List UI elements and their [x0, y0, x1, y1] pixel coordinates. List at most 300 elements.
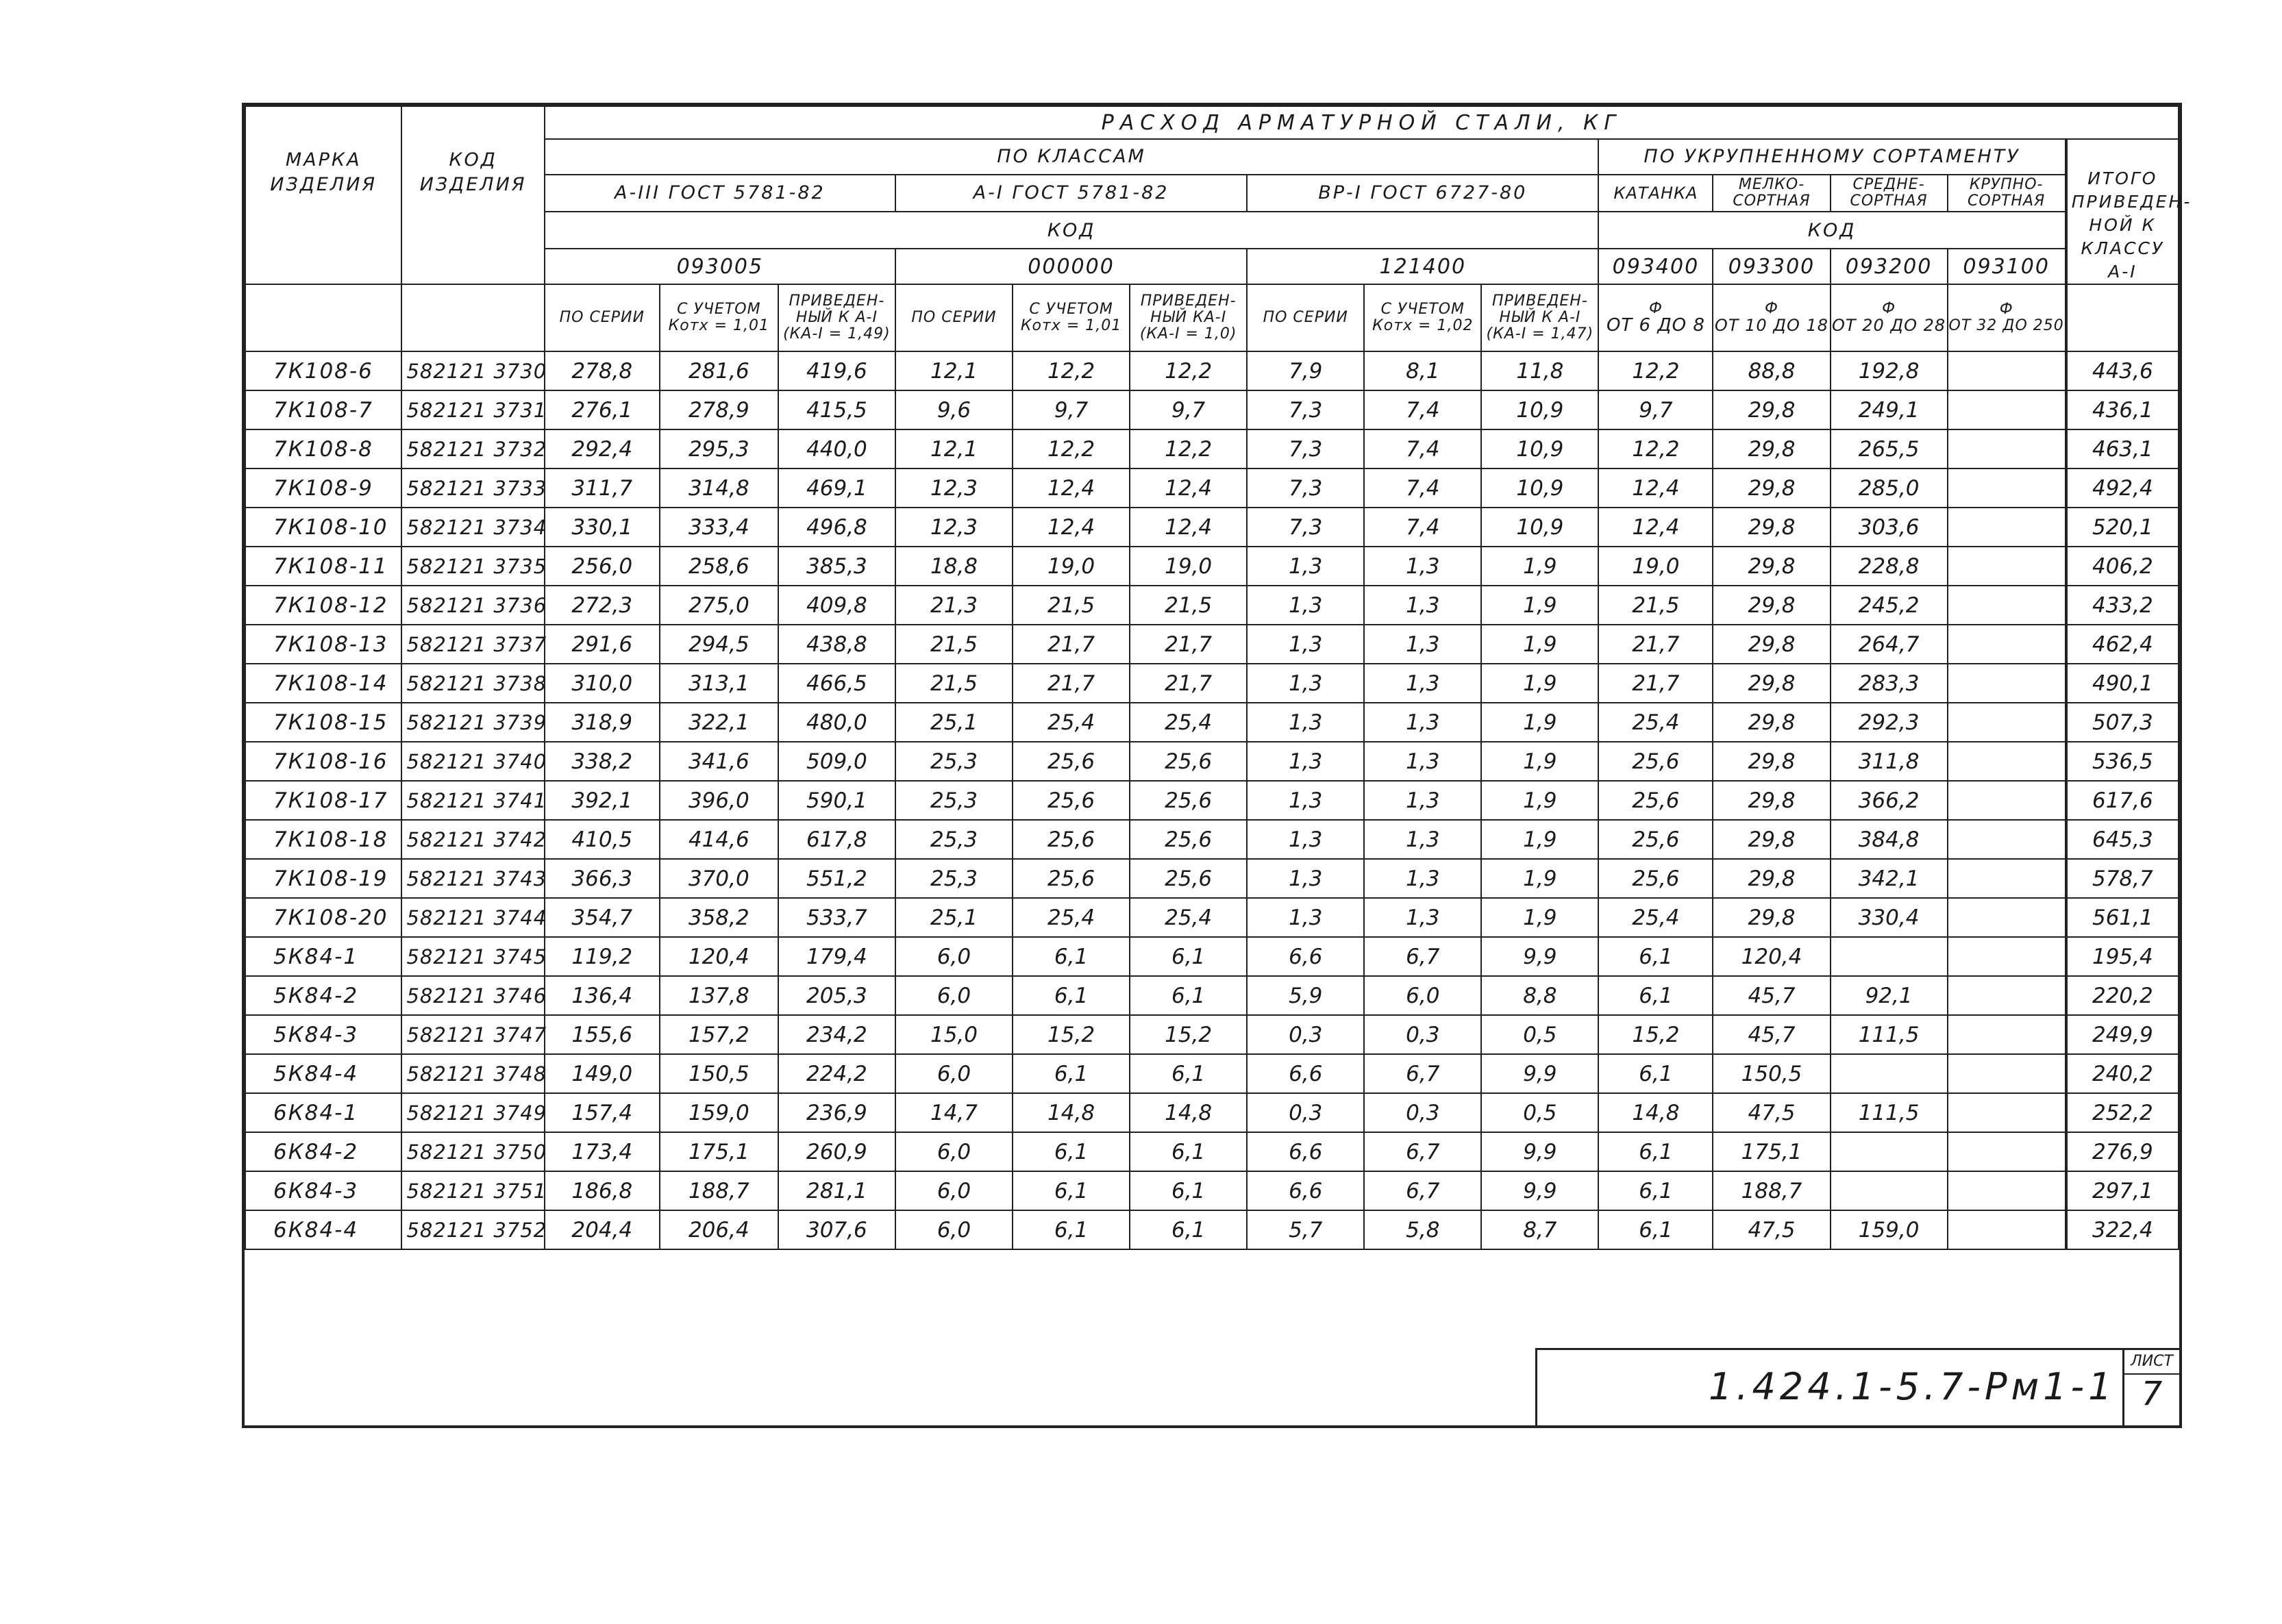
cell-vr-priv: 9,9: [1481, 937, 1598, 976]
cell-a3-priv: 590,1: [778, 781, 895, 820]
cell-katanka: 6,1: [1598, 1132, 1713, 1171]
cell-vr-priv: 10,9: [1481, 390, 1598, 429]
cell-katanka: 21,5: [1598, 586, 1713, 625]
cell-a3-priv: 409,8: [778, 586, 895, 625]
cell-vr-uchetom: 0,3: [1364, 1093, 1481, 1132]
cell-krupno: [1948, 1171, 2066, 1210]
cell-a3-uchetom: 258,6: [660, 547, 778, 586]
cell-itogo: 436,1: [2066, 390, 2179, 429]
cell-marka: 6К84-2: [245, 1132, 401, 1171]
table-row: [245, 469, 2179, 508]
cell-melko: 29,8: [1713, 625, 1830, 664]
cell-vr-serii: 6,6: [1247, 1132, 1364, 1171]
cell-vr-serii: 5,7: [1247, 1210, 1364, 1249]
cell-a1-priv: 25,4: [1130, 703, 1247, 742]
cell-vr-uchetom: 7,4: [1364, 469, 1481, 508]
table-row: [245, 586, 2179, 625]
cell-sredne: 292,3: [1831, 703, 1948, 742]
cell-a3-uchetom: 157,2: [660, 1015, 778, 1054]
cell-krupno: [1948, 469, 2066, 508]
cell-a1-serii: 6,0: [895, 976, 1013, 1015]
cell-vr-serii: 1,3: [1247, 625, 1364, 664]
cell-vr-uchetom: 6,7: [1364, 1132, 1481, 1171]
cell-melko: 150,5: [1713, 1054, 1830, 1093]
table-row: [245, 351, 2179, 390]
cell-melko: 29,8: [1713, 898, 1830, 937]
cell-a3-priv: 496,8: [778, 508, 895, 547]
cell-a1-uchetom: 25,4: [1013, 703, 1130, 742]
cell-itogo: 406,2: [2066, 547, 2179, 586]
cell-krupno: [1948, 1015, 2066, 1054]
cell-a3-serii: 256,0: [545, 547, 660, 586]
cell-sredne: 192,8: [1831, 351, 1948, 390]
table-row: [245, 937, 2179, 976]
cell-a1-uchetom: 25,4: [1013, 898, 1130, 937]
cell-sredne: 159,0: [1831, 1210, 1948, 1249]
cell-vr-serii: 1,3: [1247, 859, 1364, 898]
cell-a3-priv: 509,0: [778, 742, 895, 781]
cell-a1-serii: 21,3: [895, 586, 1013, 625]
range-text: ОТ 32 ДО 250: [1948, 317, 2064, 334]
cell-melko: 29,8: [1713, 820, 1830, 859]
kod-header-sortament: КОД: [1598, 212, 2066, 249]
cell-itogo: 492,4: [2066, 469, 2179, 508]
cell-kod: 582121 3747: [401, 1015, 544, 1054]
cell-a1-priv: 6,1: [1130, 1210, 1247, 1249]
cell-a3-serii: 272,3: [545, 586, 660, 625]
cell-vr-priv: 0,5: [1481, 1093, 1598, 1132]
cell-a3-serii: 354,7: [545, 898, 660, 937]
cell-a1-uchetom: 12,2: [1013, 429, 1130, 469]
cell-katanka: 21,7: [1598, 625, 1713, 664]
cell-a3-priv: 440,0: [778, 429, 895, 469]
cell-a1-uchetom: 6,1: [1013, 1210, 1130, 1249]
cell-vr-priv: 8,7: [1481, 1210, 1598, 1249]
cell-katanka: 6,1: [1598, 1054, 1713, 1093]
cell-krupno: [1948, 859, 2066, 898]
cell-kod: 582121 3750: [401, 1132, 544, 1171]
cell-itogo: 443,6: [2066, 351, 2179, 390]
cell-a1-uchetom: 25,6: [1013, 859, 1130, 898]
cell-vr-serii: 6,6: [1247, 937, 1364, 976]
cell-krupno: [1948, 351, 2066, 390]
cell-a3-serii: 318,9: [545, 703, 660, 742]
cell-katanka: 14,8: [1598, 1093, 1713, 1132]
cell-vr-serii: 7,9: [1247, 351, 1364, 390]
cell-a3-serii: 155,6: [545, 1015, 660, 1054]
cell-vr-priv: 8,8: [1481, 976, 1598, 1015]
cell-marka: 5К84-3: [245, 1015, 401, 1054]
cell-vr-priv: 1,9: [1481, 625, 1598, 664]
table-row: [245, 625, 2179, 664]
cell-vr-serii: 1,3: [1247, 586, 1364, 625]
vr-privedeny: ПРИВЕДЕН-НЫЙ К А-I (КА-I = 1,47): [1481, 284, 1598, 351]
cell-melko: 45,7: [1713, 976, 1830, 1015]
table-header: [245, 106, 2192, 351]
phi-symbol: Ф: [1999, 301, 2013, 318]
cell-sredne: 245,2: [1831, 586, 1948, 625]
phi-symbol: Ф: [1882, 300, 1896, 317]
cell-sredne: [1831, 1054, 1948, 1093]
cell-vr-uchetom: 6,7: [1364, 937, 1481, 976]
cell-sredne: 265,5: [1831, 429, 1948, 469]
table-row: [245, 1210, 2179, 1249]
cell-vr-uchetom: 6,7: [1364, 1054, 1481, 1093]
cell-sredne: 111,5: [1831, 1015, 1948, 1054]
cell-a1-priv: 25,6: [1130, 742, 1247, 781]
cell-a3-serii: 310,0: [545, 664, 660, 703]
table-body: [245, 351, 2179, 1249]
cell-a3-serii: 149,0: [545, 1054, 660, 1093]
cell-sredne: 285,0: [1831, 469, 1948, 508]
cell-katanka: 19,0: [1598, 547, 1713, 586]
table-row: [245, 664, 2179, 703]
cell-a1-uchetom: 21,7: [1013, 625, 1130, 664]
cell-a1-priv: 12,2: [1130, 351, 1247, 390]
range-katanka: [1598, 284, 1713, 351]
table-row: [245, 1093, 2179, 1132]
cell-a1-priv: 15,2: [1130, 1015, 1247, 1054]
cell-marka: 7К108-14: [245, 664, 401, 703]
table-row: [245, 390, 2179, 429]
cell-sredne: 342,1: [1831, 859, 1948, 898]
cell-itogo: 240,2: [2066, 1054, 2179, 1093]
kod-header-classes: КОД: [545, 212, 1599, 249]
cell-vr-serii: 1,3: [1247, 547, 1364, 586]
cell-vr-serii: 1,3: [1247, 664, 1364, 703]
code-a1: 000000: [895, 249, 1247, 284]
code-sredne: 093200: [1831, 249, 1948, 284]
cell-a3-serii: 291,6: [545, 625, 660, 664]
cell-a1-uchetom: 6,1: [1013, 937, 1130, 976]
class-a1-header: A-I ГОСТ 5781-82: [895, 175, 1247, 212]
cell-melko: 29,8: [1713, 429, 1830, 469]
cell-katanka: 25,6: [1598, 781, 1713, 820]
cell-katanka: 15,2: [1598, 1015, 1713, 1054]
cell-a3-uchetom: 294,5: [660, 625, 778, 664]
cell-vr-uchetom: 7,4: [1364, 508, 1481, 547]
cell-melko: 29,8: [1713, 508, 1830, 547]
cell-a1-serii: 25,3: [895, 820, 1013, 859]
cell-kod: 582121 3749: [401, 1093, 544, 1132]
cell-kod: 582121 3733: [401, 469, 544, 508]
cell-marka: 7К108-10: [245, 508, 401, 547]
cell-vr-uchetom: 6,7: [1364, 1171, 1481, 1210]
cell-a1-priv: 12,4: [1130, 469, 1247, 508]
cell-a1-priv: 21,7: [1130, 664, 1247, 703]
cell-kod: 582121 3732: [401, 429, 544, 469]
cell-a3-serii: 338,2: [545, 742, 660, 781]
cell-a3-serii: 204,4: [545, 1210, 660, 1249]
cell-vr-serii: 0,3: [1247, 1093, 1364, 1132]
cell-vr-uchetom: 0,3: [1364, 1015, 1481, 1054]
cell-a1-priv: 21,5: [1130, 586, 1247, 625]
cell-a3-serii: 292,4: [545, 429, 660, 469]
cell-a1-serii: 6,0: [895, 1171, 1013, 1210]
cell-a3-priv: 551,2: [778, 859, 895, 898]
cell-vr-uchetom: 1,3: [1364, 664, 1481, 703]
cell-marka: 7К108-6: [245, 351, 401, 390]
table-row: [245, 859, 2179, 898]
cell-a3-serii: 366,3: [545, 859, 660, 898]
kod-subcell: [401, 284, 544, 351]
cell-a1-serii: 25,1: [895, 703, 1013, 742]
cell-a3-priv: 480,0: [778, 703, 895, 742]
cell-a3-uchetom: 314,8: [660, 469, 778, 508]
cell-melko: 29,8: [1713, 859, 1830, 898]
cell-a3-priv: 281,1: [778, 1171, 895, 1210]
katanka-header: КАТАНКА: [1598, 175, 1713, 212]
cell-katanka: 25,4: [1598, 898, 1713, 937]
cell-a1-serii: 21,5: [895, 625, 1013, 664]
cell-melko: 188,7: [1713, 1171, 1830, 1210]
table-row: [245, 976, 2179, 1015]
cell-a3-priv: 617,8: [778, 820, 895, 859]
cell-a3-uchetom: 188,7: [660, 1171, 778, 1210]
cell-a1-serii: 14,7: [895, 1093, 1013, 1132]
a1-privedeny: ПРИВЕДЕН-НЫЙ КА-I (КА-I = 1,0): [1130, 284, 1247, 351]
cell-a3-priv: 234,2: [778, 1015, 895, 1054]
cell-kod: 582121 3745: [401, 937, 544, 976]
table-row: [245, 1171, 2179, 1210]
cell-a3-serii: 173,4: [545, 1132, 660, 1171]
cell-melko: 88,8: [1713, 351, 1830, 390]
cell-krupno: [1948, 1210, 2066, 1249]
cell-vr-uchetom: 5,8: [1364, 1210, 1481, 1249]
code-a3: 093005: [545, 249, 895, 284]
cell-a3-uchetom: 295,3: [660, 429, 778, 469]
cell-a3-uchetom: 358,2: [660, 898, 778, 937]
cell-itogo: 507,3: [2066, 703, 2179, 742]
cell-itogo: 297,1: [2066, 1171, 2179, 1210]
cell-krupno: [1948, 508, 2066, 547]
cell-a3-uchetom: 414,6: [660, 820, 778, 859]
cell-vr-uchetom: 7,4: [1364, 390, 1481, 429]
cell-vr-priv: 10,9: [1481, 469, 1598, 508]
cell-melko: 45,7: [1713, 1015, 1830, 1054]
class-vr1-header: ВР-I ГОСТ 6727-80: [1247, 175, 1598, 212]
cell-a3-serii: 311,7: [545, 469, 660, 508]
cell-vr-priv: 0,5: [1481, 1015, 1598, 1054]
cell-a1-serii: 6,0: [895, 1054, 1013, 1093]
cell-a3-serii: 119,2: [545, 937, 660, 976]
cell-a1-serii: 25,3: [895, 859, 1013, 898]
cell-marka: 5К84-2: [245, 976, 401, 1015]
cell-marka: 6К84-1: [245, 1093, 401, 1132]
cell-sredne: 92,1: [1831, 976, 1948, 1015]
cell-a1-priv: 21,7: [1130, 625, 1247, 664]
table-row: [245, 781, 2179, 820]
cell-a1-priv: 6,1: [1130, 937, 1247, 976]
cell-katanka: 12,2: [1598, 429, 1713, 469]
cell-itogo: 433,2: [2066, 586, 2179, 625]
a3-privedeny: ПРИВЕДЕН-НЫЙ К А-I (КА-I = 1,49): [778, 284, 895, 351]
cell-vr-serii: 6,6: [1247, 1054, 1364, 1093]
cell-vr-serii: 7,3: [1247, 429, 1364, 469]
krupno-header: КРУПНО-СОРТНАЯ: [1948, 175, 2066, 212]
cell-krupno: [1948, 586, 2066, 625]
cell-marka: 7К108-8: [245, 429, 401, 469]
cell-a3-uchetom: 396,0: [660, 781, 778, 820]
cell-sredne: 384,8: [1831, 820, 1948, 859]
cell-krupno: [1948, 898, 2066, 937]
cell-sredne: 330,4: [1831, 898, 1948, 937]
cell-krupno: [1948, 820, 2066, 859]
cell-vr-uchetom: 1,3: [1364, 898, 1481, 937]
cell-itogo: 578,7: [2066, 859, 2179, 898]
cell-itogo: 463,1: [2066, 429, 2179, 469]
cell-vr-priv: 1,9: [1481, 742, 1598, 781]
cell-vr-serii: 1,3: [1247, 742, 1364, 781]
vr-s-uchetom: С УЧЕТОМ Котх = 1,02: [1364, 284, 1481, 351]
cell-a1-uchetom: 19,0: [1013, 547, 1130, 586]
cell-vr-priv: 1,9: [1481, 820, 1598, 859]
cell-a1-serii: 25,3: [895, 742, 1013, 781]
cell-melko: 29,8: [1713, 469, 1830, 508]
cell-vr-serii: 0,3: [1247, 1015, 1364, 1054]
cell-a1-priv: 6,1: [1130, 1054, 1247, 1093]
cell-vr-uchetom: 1,3: [1364, 703, 1481, 742]
cell-a1-priv: 25,4: [1130, 898, 1247, 937]
cell-kod: 582121 3740: [401, 742, 544, 781]
cell-vr-uchetom: 1,3: [1364, 820, 1481, 859]
cell-katanka: 12,4: [1598, 469, 1713, 508]
cell-a3-priv: 385,3: [778, 547, 895, 586]
cell-krupno: [1948, 781, 2066, 820]
cell-vr-uchetom: 1,3: [1364, 781, 1481, 820]
cell-melko: 29,8: [1713, 781, 1830, 820]
cell-sredne: 311,8: [1831, 742, 1948, 781]
cell-vr-priv: 1,9: [1481, 586, 1598, 625]
cell-a1-uchetom: 21,7: [1013, 664, 1130, 703]
cell-kod: 582121 3736: [401, 586, 544, 625]
cell-kod: 582121 3734: [401, 508, 544, 547]
sheet-number: 7: [2141, 1375, 2163, 1413]
table-row: [245, 1015, 2179, 1054]
cell-marka: 7К108-11: [245, 547, 401, 586]
cell-a3-serii: 278,8: [545, 351, 660, 390]
cell-melko: 47,5: [1713, 1093, 1830, 1132]
range-text: ОТ 6 ДО 8: [1606, 315, 1705, 336]
sheet-box: [2122, 1350, 2179, 1425]
cell-kod: 582121 3748: [401, 1054, 544, 1093]
sheet-label: ЛИСТ: [2124, 1350, 2179, 1375]
cell-krupno: [1948, 547, 2066, 586]
table-row: [245, 1054, 2179, 1093]
cell-a3-priv: 224,2: [778, 1054, 895, 1093]
cell-a1-serii: 6,0: [895, 937, 1013, 976]
cell-kod: 582121 3741: [401, 781, 544, 820]
cell-marka: 5К84-1: [245, 937, 401, 976]
cell-a1-priv: 6,1: [1130, 1132, 1247, 1171]
cell-a3-uchetom: 341,6: [660, 742, 778, 781]
group-po-sortamentu: ПО УКРУПНЕННОМУ СОРТАМЕНТУ: [1598, 139, 2066, 175]
cell-itogo: 322,4: [2066, 1210, 2179, 1249]
cell-katanka: 12,2: [1598, 351, 1713, 390]
cell-katanka: 6,1: [1598, 1171, 1713, 1210]
cell-vr-serii: 1,3: [1247, 703, 1364, 742]
cell-a3-uchetom: 159,0: [660, 1093, 778, 1132]
cell-a1-priv: 19,0: [1130, 547, 1247, 586]
cell-a1-serii: 12,3: [895, 508, 1013, 547]
cell-kod: 582121 3744: [401, 898, 544, 937]
code-melko: 093300: [1713, 249, 1830, 284]
cell-a1-serii: 25,1: [895, 898, 1013, 937]
cell-a1-priv: 25,6: [1130, 781, 1247, 820]
cell-vr-priv: 11,8: [1481, 351, 1598, 390]
cell-vr-priv: 10,9: [1481, 429, 1598, 469]
range-krupno: [1948, 284, 2066, 351]
cell-a3-uchetom: 120,4: [660, 937, 778, 976]
cell-marka: 7К108-19: [245, 859, 401, 898]
col-header-itogo: ИТОГО ПРИВЕДЕН-НОЙ К КЛАССУ A-I: [2066, 139, 2179, 284]
cell-a3-uchetom: 275,0: [660, 586, 778, 625]
cell-a3-priv: 419,6: [778, 351, 895, 390]
cell-vr-priv: 1,9: [1481, 898, 1598, 937]
range-melko: [1713, 284, 1830, 351]
cell-kod: 582121 3731: [401, 390, 544, 429]
cell-katanka: 6,1: [1598, 1210, 1713, 1249]
rebar-consumption-table: [245, 105, 2192, 1250]
cell-marka: 7К108-17: [245, 781, 401, 820]
cell-vr-serii: 7,3: [1247, 469, 1364, 508]
cell-sredne: 249,1: [1831, 390, 1948, 429]
cell-a3-uchetom: 137,8: [660, 976, 778, 1015]
a3-s-uchetom: С УЧЕТОМ Котх = 1,01: [660, 284, 778, 351]
cell-a3-priv: 307,6: [778, 1210, 895, 1249]
cell-a1-uchetom: 12,4: [1013, 469, 1130, 508]
marka-subcell: [245, 284, 401, 351]
cell-a3-uchetom: 333,4: [660, 508, 778, 547]
cell-a1-serii: 12,1: [895, 429, 1013, 469]
cell-vr-serii: 5,9: [1247, 976, 1364, 1015]
cell-vr-priv: 1,9: [1481, 781, 1598, 820]
cell-vr-serii: 7,3: [1247, 508, 1364, 547]
cell-katanka: 25,4: [1598, 703, 1713, 742]
cell-katanka: 25,6: [1598, 742, 1713, 781]
table-title: РАСХОД АРМАТУРНОЙ СТАЛИ, КГ: [545, 106, 2179, 139]
cell-a1-uchetom: 15,2: [1013, 1015, 1130, 1054]
cell-a1-priv: 12,2: [1130, 429, 1247, 469]
cell-katanka: 6,1: [1598, 976, 1713, 1015]
cell-a3-priv: 179,4: [778, 937, 895, 976]
cell-sredne: [1831, 937, 1948, 976]
cell-a3-priv: 415,5: [778, 390, 895, 429]
table-row: [245, 742, 2179, 781]
cell-sredne: [1831, 1132, 1948, 1171]
cell-vr-uchetom: 6,0: [1364, 976, 1481, 1015]
cell-katanka: 21,7: [1598, 664, 1713, 703]
cell-vr-uchetom: 8,1: [1364, 351, 1481, 390]
cell-marka: 7К108-7: [245, 390, 401, 429]
cell-katanka: 9,7: [1598, 390, 1713, 429]
code-krupno: 093100: [1948, 249, 2066, 284]
cell-vr-priv: 9,9: [1481, 1171, 1598, 1210]
cell-a1-priv: 9,7: [1130, 390, 1247, 429]
cell-marka: 7К108-15: [245, 703, 401, 742]
cell-itogo: 462,4: [2066, 625, 2179, 664]
cell-itogo: 490,1: [2066, 664, 2179, 703]
cell-sredne: 264,7: [1831, 625, 1948, 664]
cell-krupno: [1948, 664, 2066, 703]
cell-sredne: 111,5: [1831, 1093, 1948, 1132]
cell-a3-uchetom: 281,6: [660, 351, 778, 390]
range-text: ОТ 10 ДО 18: [1714, 316, 1829, 335]
cell-a3-priv: 533,7: [778, 898, 895, 937]
cell-a1-uchetom: 25,6: [1013, 820, 1130, 859]
cell-a1-priv: 6,1: [1130, 1171, 1247, 1210]
cell-a1-uchetom: 25,6: [1013, 781, 1130, 820]
